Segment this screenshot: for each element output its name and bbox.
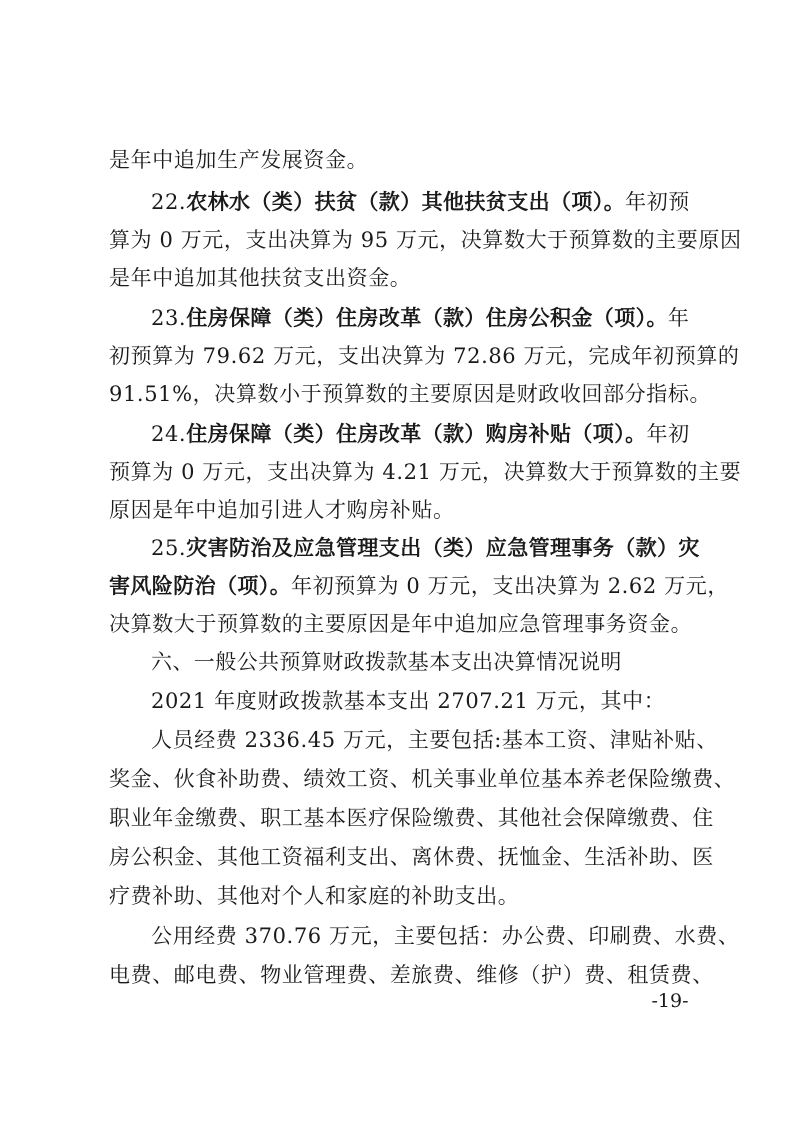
item-title: 灾害防治及应急管理支出（类）应急管理事务（款）灾 (186, 536, 700, 560)
text-run: 房公积金、其他工资福利支出、离休费、抚恤金、生活补助、医 (109, 845, 714, 869)
text-run: 2021 年度财政拨款基本支出 2707.21 万元，其中： (151, 689, 666, 713)
text-line (109, 454, 742, 490)
item-title-continued: 害风险防治（项）。 (109, 574, 292, 598)
item-title: 住房保障（类）住房改革（款）购房补贴（项）。 (186, 422, 647, 446)
text-line (109, 568, 729, 604)
section-heading (151, 644, 694, 680)
text-run: 奖金、伙食补助费、绩效工资、机关事业单位基本养老保险缴费、 (109, 767, 736, 791)
item-number: 25. (151, 536, 187, 560)
text-line (109, 839, 714, 875)
text-run: 年初 (646, 422, 690, 446)
text-run: 决算数大于预算数的主要原因是年中追加应急管理事务资金。 (109, 612, 693, 636)
text-run: 年初预算为 0 万元，支出决算为 2.62 万元， (291, 574, 729, 598)
text-run: 原因是年中追加引进人才购房补贴。 (109, 498, 455, 522)
text-run: 初预算为 79.62 万元，支出决算为 72.86 万元，完成年初预算的 (109, 344, 740, 368)
item-24-heading-line (151, 416, 694, 452)
text-run: 职业年金缴费、职工基本医疗保险缴费、其他社会保障缴费、住 (109, 806, 714, 830)
text-line (109, 338, 740, 374)
text-run: 91.51%，决算数小于预算数的主要原因是财政收回部分指标。 (109, 382, 712, 406)
text-run: 年 (667, 306, 690, 330)
text-run: 是年中追加生产发展资金。 (109, 148, 369, 172)
text-line (109, 260, 694, 296)
text-run: 公用经费 370.76 万元，主要包括：办公费、印刷费、水费、 (151, 924, 740, 948)
text-run: 算为 0 万元，支出决算为 95 万元，决算数大于预算数的主要原因 (109, 228, 742, 252)
text-run: 电费、邮电费、物业管理费、差旅费、维修（护）费、租赁费、 (109, 963, 714, 987)
text-run: 疗费补助、其他对个人和家庭的补助支出。 (109, 884, 520, 908)
text-line (109, 222, 742, 258)
text-run: 年初预 (625, 190, 690, 214)
item-number: 22. (151, 190, 187, 214)
text-line (151, 918, 740, 954)
item-23-heading-line (151, 300, 694, 336)
item-number: 23. (151, 306, 187, 330)
item-25-heading-line (151, 530, 700, 566)
text-run: 是年中追加其他扶贫支出资金。 (109, 266, 412, 290)
item-number: 24. (151, 422, 187, 446)
item-title: 农林水（类）扶贫（款）其他扶贫支出（项）。 (186, 190, 626, 214)
text-line (109, 800, 714, 836)
text-line (109, 376, 712, 412)
text-line (151, 683, 694, 719)
item-22-heading-line (151, 184, 694, 220)
text-line (109, 492, 694, 528)
text-line (109, 761, 736, 797)
text-run: 人员经费 2336.45 万元，主要包括:基本工资、津贴补贴、 (151, 728, 718, 752)
item-title: 住房保障（类）住房改革（款）住房公积金（项）。 (186, 306, 668, 330)
text-line (109, 957, 714, 993)
text-run: 预算为 0 万元，支出决算为 4.21 万元，决算数大于预算数的主要 (109, 460, 742, 484)
section-title: 六、一般公共预算财政拨款基本支出决算情况说明 (151, 650, 622, 674)
text-line (109, 606, 694, 642)
text-line (109, 878, 694, 914)
page-number: -19- (651, 990, 689, 1012)
text-line (109, 142, 694, 178)
text-line (151, 722, 718, 758)
